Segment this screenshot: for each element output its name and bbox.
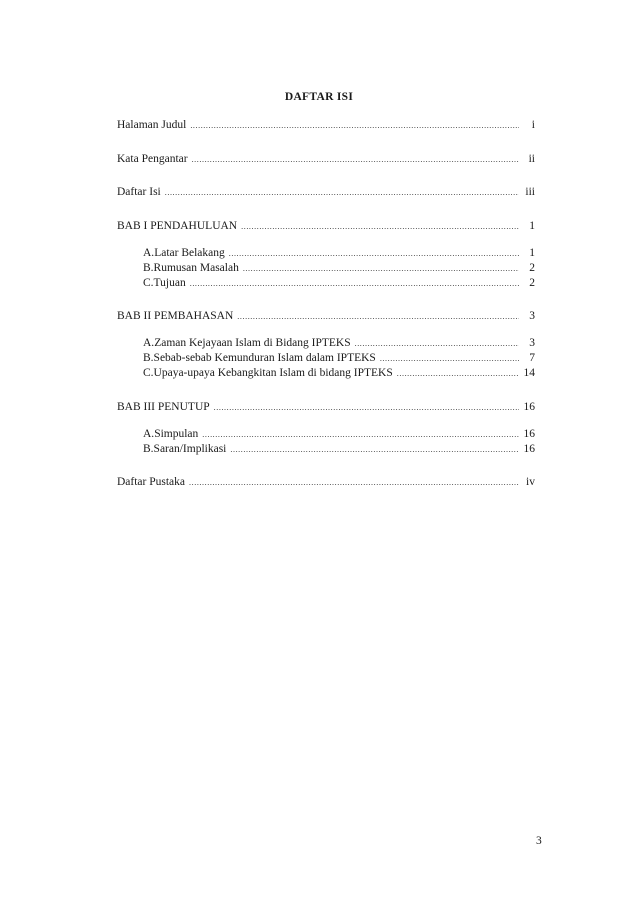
toc-entry-page: 1 [529, 219, 535, 232]
toc-subentry[interactable] [117, 246, 535, 261]
toc-subentry[interactable] [117, 276, 535, 291]
toc-subentry[interactable] [117, 366, 535, 381]
toc-entry-label: Halaman Judul [117, 119, 187, 131]
toc-subentry-page: 1 [529, 246, 535, 259]
toc-subentry-page: 14 [523, 367, 535, 379]
dot-leader [190, 118, 519, 133]
toc-chapter[interactable] [117, 309, 535, 324]
toc-entry-label: Daftar Isi [117, 186, 161, 198]
page-number: 3 [536, 835, 542, 847]
toc-subentry-page: 2 [529, 261, 535, 274]
toc-subentry-page: 16 [523, 442, 535, 455]
toc-subentry-label: Sebab-sebab Kemunduran Islam dalam IPTEKS [153, 352, 376, 364]
toc-entry-page: iii [525, 186, 535, 198]
toc-entry-page: 16 [523, 400, 535, 413]
toc-subentry-letter: A. [143, 427, 155, 440]
toc-subentry[interactable] [117, 427, 535, 442]
dot-leader [397, 366, 519, 381]
dot-leader [190, 276, 519, 291]
toc-entry[interactable] [117, 118, 535, 133]
dot-leader [380, 351, 519, 366]
dot-leader [237, 309, 519, 324]
dot-leader [192, 152, 519, 167]
dot-leader [241, 219, 519, 234]
toc-entry[interactable] [117, 185, 535, 200]
toc-subentry-letter: A. [143, 246, 155, 259]
toc-chapter[interactable] [117, 219, 535, 234]
toc-entry-label: BAB I PENDAHULUAN [117, 219, 238, 232]
toc-subentry-letter: B. [143, 442, 154, 455]
toc-subentry-page: 3 [529, 337, 535, 349]
toc-subentry-label: Simpulan [154, 427, 199, 440]
toc-entry-page: i [531, 119, 535, 131]
toc-subentry-label: Zaman Kejayaan Islam di Bidang IPTEKS [154, 337, 351, 349]
dot-leader [189, 475, 519, 490]
toc-subentry-letter: C. [143, 276, 154, 289]
toc-subentry-page: 2 [529, 276, 535, 289]
toc-entry-page: ii [528, 152, 535, 165]
dot-leader [229, 246, 519, 261]
toc-subentry-label: Tujuan [153, 276, 186, 289]
toc-subentry-page: 16 [523, 427, 535, 440]
table-of-contents [117, 118, 535, 509]
toc-entry-page: 3 [529, 310, 535, 322]
toc-subentry-letter: B. [143, 352, 154, 364]
toc-subentry[interactable] [117, 351, 535, 366]
page-title: DAFTAR ISI [284, 91, 354, 103]
toc-entry-label: Daftar Pustaka [117, 476, 186, 488]
toc-subentry-label: Upaya-upaya Kebangkitan Islam di bidang IPTEKS [153, 367, 393, 379]
toc-subentry[interactable] [117, 336, 535, 351]
toc-subentry[interactable] [117, 261, 535, 276]
dot-leader [202, 427, 519, 442]
dot-leader [214, 400, 519, 415]
toc-entry[interactable] [117, 475, 535, 490]
toc-subentry[interactable] [117, 442, 535, 457]
toc-entry-label: BAB III PENUTUP [117, 400, 210, 413]
dot-leader [355, 336, 519, 351]
dot-leader [165, 185, 519, 200]
toc-subentry-page: 7 [529, 352, 535, 364]
toc-subentry-label: Latar Belakang [154, 246, 225, 259]
toc-entry-label: BAB II PEMBAHASAN [117, 310, 234, 322]
toc-subentry-letter: A. [143, 337, 155, 349]
toc-entry[interactable] [117, 152, 535, 167]
dot-leader [230, 442, 519, 457]
toc-subentry-letter: C. [143, 367, 154, 379]
toc-entry-page: iv [526, 476, 535, 488]
toc-subentry-label: Rumusan Masalah [153, 261, 239, 274]
toc-subentry-label: Saran/Implikasi [153, 442, 227, 455]
toc-entry-label: Kata Pengantar [117, 152, 188, 165]
toc-subentry-letter: B. [143, 261, 154, 274]
dot-leader [243, 261, 519, 276]
toc-chapter[interactable] [117, 400, 535, 415]
